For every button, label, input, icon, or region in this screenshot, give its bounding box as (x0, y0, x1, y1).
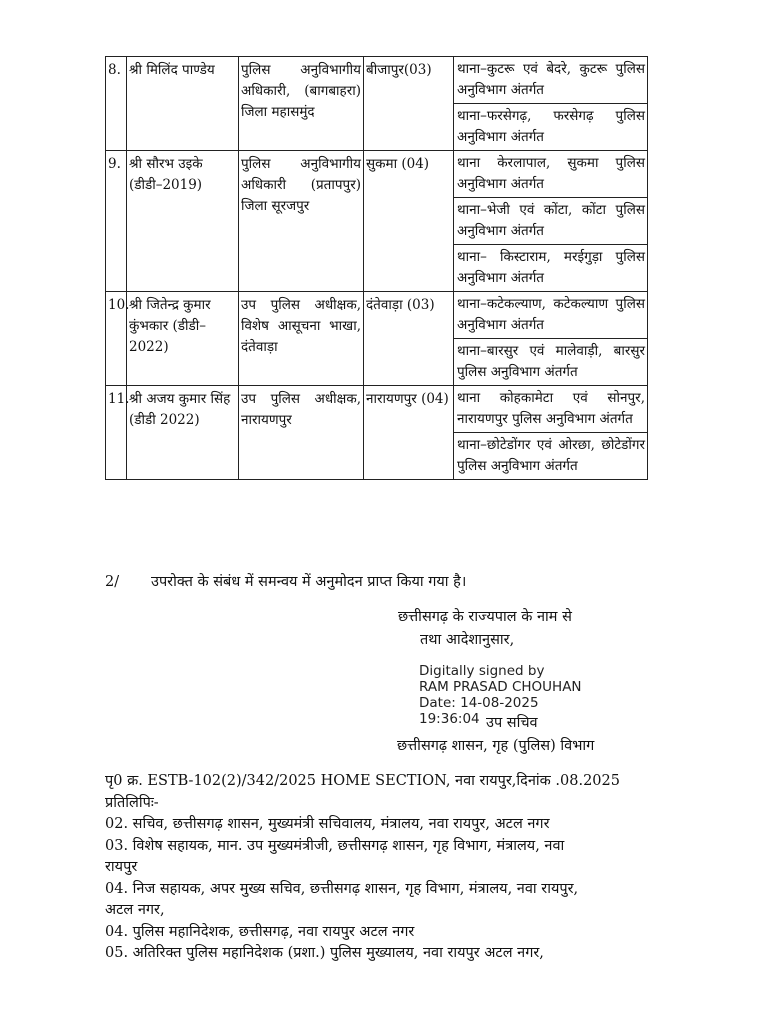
digital-sign-line-1: Digitally signed by (419, 663, 545, 679)
copy-item: 02. सचिव, छत्तीसगढ़ शासन, मुख्यमंत्री सचिवालय, मंत्रालय, नवा रायपुर, अटल नगर (105, 816, 550, 832)
station-cell: थाना केरलापाल, सुकमा पुलिस अनुविभाग अंतर्गत (454, 151, 648, 198)
station-cell: थाना–भेजी एवं कोंटा, कोंटा पुलिस अनुविभाग अंतर्गत (454, 198, 648, 245)
copy-distribution (105, 771, 665, 965)
station-cell: थाना–छोटेडोंगर एवं ओरछा, छोटेडोंगर पुलिस अनुविभाग अंतर्गत (454, 433, 648, 480)
station-cell: थाना–बारसुर एवं मालेवाड़ी, बारसुर पुलिस अनुविभाग अंतर्गत (454, 339, 648, 386)
paragraph-text: उपरोक्त के संबंध में समन्वय में अनुमोदन प्राप्त किया गया है। (151, 574, 467, 590)
officer-name-cell: श्री अजय कुमार सिंह (डीडी 2022) (127, 386, 239, 480)
table-row (106, 151, 648, 198)
approval-paragraph (105, 571, 466, 591)
copies-heading: प्रतिलिपिः- (105, 794, 159, 811)
officer-name-cell: श्री जितेन्द्र कुमार कुंभकार (डीडी–2022) (127, 292, 239, 386)
table-row (106, 386, 648, 433)
current-post-cell: उप पुलिस अधीक्षक, नारायणपुर (239, 386, 364, 480)
district-cell: सुकमा (04) (364, 151, 454, 292)
station-cell: थाना कोहकामेटा एवं सोनपुर, नारायणपुर पुलिस अनुविभाग अंतर्गत (454, 386, 648, 433)
station-cell: थाना–फरसेगढ़, फरसेगढ़ पुलिस अनुविभाग अंतर्गत (454, 104, 648, 151)
copy-item: 05. अतिरिक्त पुलिस महानिदेशक (प्रशा.) पुलिस मुख्यालय, नवा रायपुर अटल नगर, (105, 945, 544, 961)
current-post-cell: उप पुलिस अधीक्षक, विशेष आसूचना भाखा, दंतेवाड़ा (239, 292, 364, 386)
copy-item: 04. पुलिस महानिदेशक, छत्तीसगढ़, नवा रायपुर अटल नगर (105, 923, 415, 940)
current-post-cell: पुलिस अनुविभागीय अधिकारी, (बागबाहरा) जिला महासमुंद (239, 57, 364, 151)
digital-sign-time: 19:36:04 (419, 711, 480, 727)
order-authority (398, 606, 648, 652)
district-cell: दंतेवाड़ा (03) (364, 292, 454, 386)
station-cell: थाना–कुटरू एवं बेदरे, कुटरू पुलिस अनुविभाग अंतर्गत (454, 57, 648, 104)
copy-item: 04. निज सहायक, अपर मुख्य सचिव, छत्तीसगढ़ शासन, गृह विभाग, मंत्रालय, नवा रायपुर, (105, 880, 579, 897)
district-cell: बीजापुर(03) (364, 57, 454, 151)
station-cell: थाना– किस्टाराम, मरईगुड़ा पुलिस अनुविभाग अंतर्गत (454, 245, 648, 292)
paragraph-number: 2/ (105, 574, 120, 590)
officer-posting-table (105, 56, 648, 480)
copy-item: 03. विशेष सहायक, मान. उप मुख्यमंत्रीजी, छत्तीसगढ़ शासन, गृह विभाग, मंत्रालय, नवा (105, 837, 565, 854)
serial-cell: 11. (106, 386, 127, 480)
signatory-department: छत्तीसगढ़ शासन, गृह (पुलिस) विभाग (397, 738, 595, 754)
officer-name-cell: श्री मिलिंद पाण्डेय (127, 57, 239, 151)
digital-sign-date: Date: 14-08-2025 (419, 695, 539, 711)
district-cell: नारायणपुर (04) (364, 386, 454, 480)
serial-cell: 8. (106, 57, 127, 151)
table-row (106, 57, 648, 104)
officer-name-cell: श्री सौरभ उइके (डीडी–2019) (127, 151, 239, 292)
signatory-designation: उप सचिव (486, 715, 538, 731)
serial-cell: 9. (106, 151, 127, 292)
officer-posting-table-wrap (105, 56, 647, 480)
authority-line-1: छत्तीसगढ़ के राज्यपाल के नाम से (398, 609, 572, 625)
station-cell: थाना–कटेकल्याण, कटेकल्याण पुलिस अनुविभाग अंतर्गत (454, 292, 648, 339)
digital-sign-name: RAM PRASAD CHOUHAN (419, 679, 582, 695)
reference-line: पृ0 क्र. ESTB-102(2)/342/2025 HOME SECTION, नवा रायपुर,दिनांक .08.2025 (105, 773, 620, 789)
authority-line-2: तथा आदेशानुसार, (420, 632, 515, 648)
current-post-cell: पुलिस अनुविभागीय अधिकारी (प्रतापपुर) जिला सूरजपुर (239, 151, 364, 292)
table-row (106, 292, 648, 339)
copy-item: रायपुर (105, 859, 138, 875)
serial-cell: 10. (106, 292, 127, 386)
copy-item: अटल नगर, (105, 902, 165, 918)
